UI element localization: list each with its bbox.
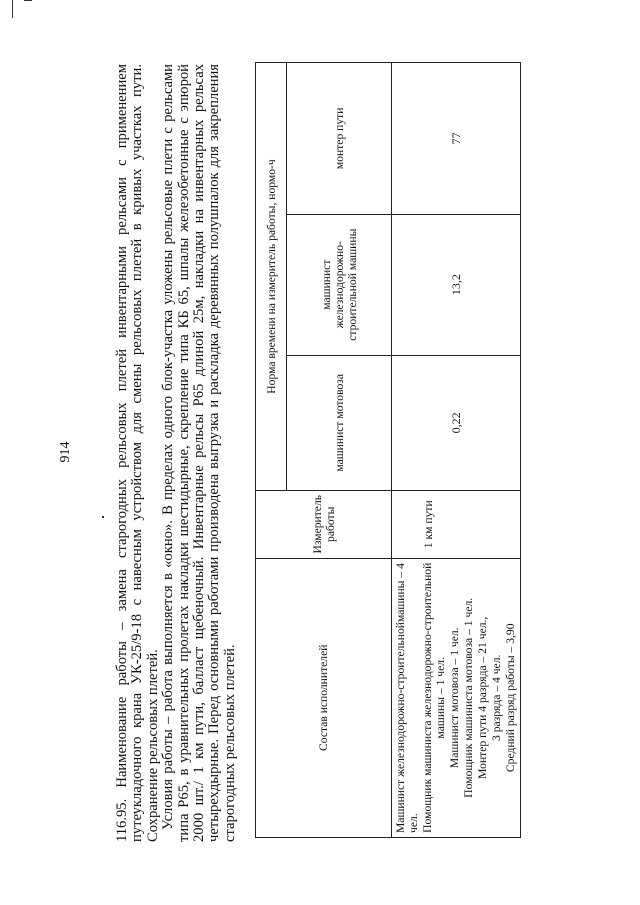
scan-speck — [24, 0, 32, 1]
subheader-machine-driver: машинист железнодорожно-строительной машины — [287, 214, 392, 355]
crew-line: Помощник машиниста железнодорожно-строительной машины – 1 чел. — [421, 562, 447, 833]
work-description — [115, 64, 238, 842]
table-header-row — [256, 63, 287, 838]
document-page — [40, 32, 600, 872]
crew-line: Монтер пути 4 разряда – 21 чел., — [476, 616, 489, 779]
crew-line: 3 разряда – 4 чел. — [490, 654, 503, 741]
scan-speck — [102, 516, 104, 518]
value-machine-driver: 13,2 — [392, 214, 521, 355]
crew-line: Машинист мотовоза – 1 чел. — [448, 627, 461, 769]
header-crew: Состав исполнителей — [256, 558, 392, 837]
crew-composition-cell — [392, 558, 521, 837]
work-title-paragraph: 116.95. Наименование работы – замена старогодных рельсовых плетей инвентарными рельсами с применением путеукладочного крана УК-25/9-18 с навесным устройством для смены рельсовых плетей в кривых участках пути. Сохранение рельсовых плетей. — [114, 64, 161, 842]
value-track-fitter: 77 — [392, 63, 521, 215]
time-norm-table — [255, 62, 521, 838]
table-row — [392, 63, 521, 838]
crew-line: Машинист железнодорожно-строительноймашины – 4 чел. — [394, 563, 420, 833]
crew-line: Помощник машиниста мотовоза – 1 чел. — [462, 597, 475, 798]
value-locomotive-driver: 0,22 — [392, 355, 521, 490]
work-conditions-paragraph: Условия работы – работа выполняется в «окно». В пределах одного блок-участка уложены рельсовые плети с рельсами типа Р65, в уравнительных пролетах накладки шестидырные, скрепление типа КБ 65, шпалы железобетонные с эпюрой 2000 шт./ 1 км пути, балласт щебеночный. Инвентарные рельсы Р65 длиной 25м, накладки на инвентарных рельсах четырехдырные. Перед основными работами производена выгрузка и раскладка деревянных полушпалок для закрепления старогодных рельсовых плетей. — [160, 64, 238, 842]
unit-cell: 1 км пути — [392, 490, 521, 558]
header-unit: Измеритель работы — [256, 490, 392, 558]
page-number: 914 — [58, 441, 73, 463]
scan-speck — [12, 0, 13, 18]
subheader-track-fitter: монтер пути — [287, 63, 392, 215]
subheader-locomotive-driver: машинист мотовоза — [287, 355, 392, 490]
crew-line: Средний разряд работы – 3,90 — [504, 623, 517, 773]
header-norm: Норма времени на измеритель работы, нормо-ч — [256, 63, 287, 491]
